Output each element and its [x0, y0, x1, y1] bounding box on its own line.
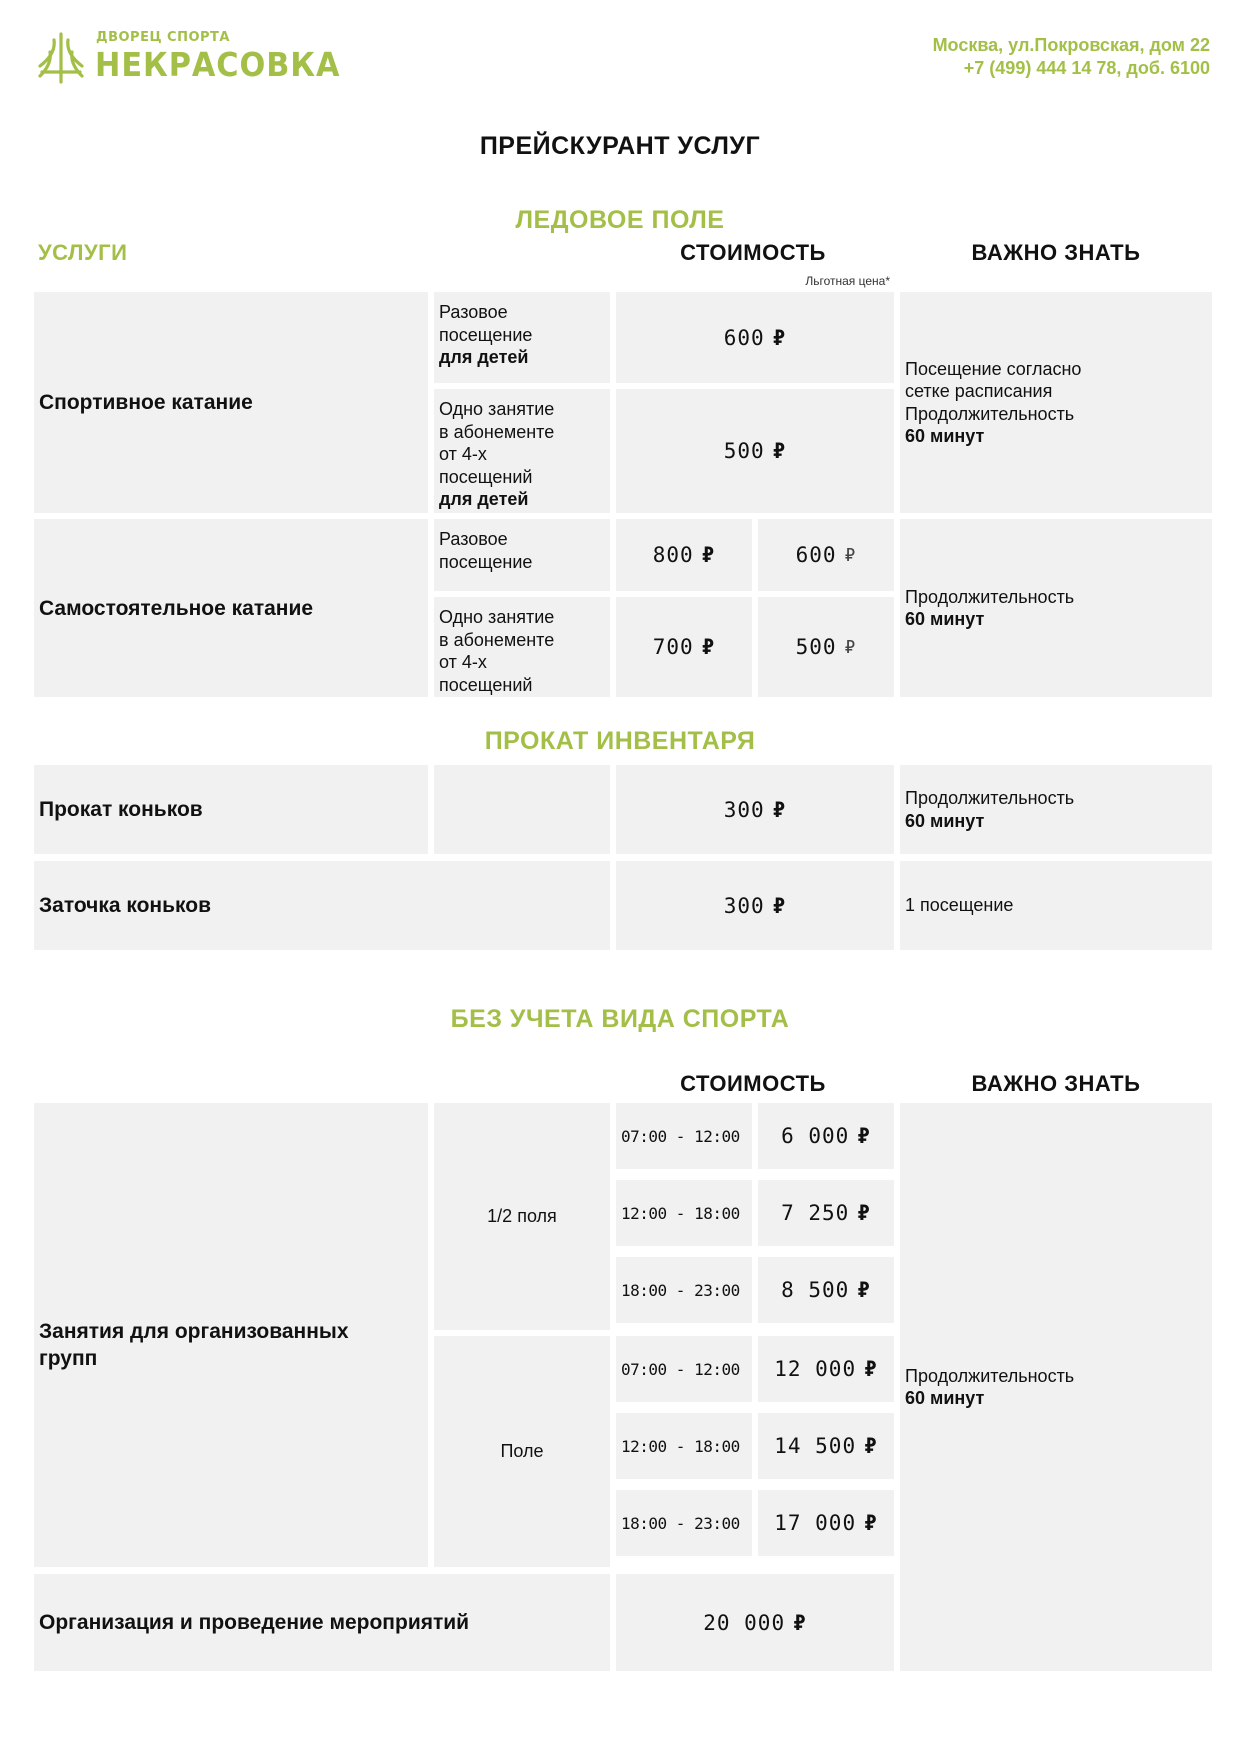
option-text: посещений: [439, 674, 533, 695]
option-text: от 4-х: [439, 652, 487, 672]
option-text: в абонементе: [439, 629, 555, 650]
option-text: Одно занятие: [439, 399, 555, 419]
empty-option-cell: [434, 765, 610, 854]
info-bold-text: 60 минут: [905, 609, 985, 629]
service-organized-groups: [34, 1103, 428, 1567]
option-text: от 4-х: [439, 444, 487, 464]
info-free-skating: [900, 519, 1212, 697]
price-events: [616, 1574, 894, 1671]
service-name-text: Занятия для организованных: [39, 1320, 349, 1343]
phone-text: +7 (499) 444 14 78, доб. 6100: [963, 58, 1210, 78]
time-slot: 07:00 - 12:00: [616, 1103, 752, 1169]
logo-emblem-icon: [38, 32, 84, 84]
option-bold-text: для детей: [439, 489, 529, 509]
service-free-skating: Самостоятельное катание: [34, 519, 428, 697]
ruble-icon: ₽: [857, 1278, 871, 1302]
ruble-icon: ₽: [864, 1434, 878, 1458]
service-skate-rental: Прокат коньков: [34, 765, 428, 854]
section-title-ice: ЛЕДОВОЕ ПОЛЕ: [515, 206, 725, 234]
option-single-visit: [434, 519, 610, 591]
option-subscription-kids: [434, 389, 610, 513]
time-slot: 12:00 - 18:00: [616, 1413, 752, 1479]
price-value: 14 500: [774, 1434, 857, 1458]
info-text: Посещение согласно: [905, 358, 1082, 379]
half-field-label: 1/2 поля: [434, 1103, 610, 1330]
price-value: 500: [795, 635, 837, 659]
time-slot-price: [758, 1257, 894, 1323]
price-free-single: [616, 519, 752, 591]
service-sport-skating: Спортивное катание: [34, 292, 428, 513]
ruble-icon: ₽: [772, 325, 787, 350]
ruble-icon: ₽: [701, 543, 716, 567]
info-text: 1 посещение: [905, 895, 1014, 916]
option-text: посещений: [439, 466, 533, 487]
column-header-price: СТОИМОСТЬ: [680, 240, 826, 265]
ruble-icon: ₽: [772, 797, 787, 822]
price-free-subscription-discount: [758, 597, 894, 697]
price-value: 6 000: [781, 1124, 850, 1148]
info-bold-text: 60 минут: [905, 426, 985, 446]
logo-subtitle: ДВОРЕЦ СПОРТА: [96, 30, 230, 45]
logo: [38, 30, 341, 88]
price-value: 7 250: [781, 1201, 850, 1225]
time-slot: 12:00 - 18:00: [616, 1180, 752, 1246]
option-text: Разовое: [439, 529, 508, 549]
price-skate-sharpening: [616, 861, 894, 950]
ruble-icon: ₽: [772, 893, 787, 918]
price-sport-single: [616, 292, 894, 383]
option-text: Одно занятие: [439, 607, 555, 627]
price-value: 300: [723, 893, 765, 918]
info-text: Продолжительность: [905, 403, 1075, 424]
info-skate-rental: [900, 765, 1212, 854]
info-text: сетке расписания: [905, 381, 1053, 401]
price-sport-subscription: [616, 389, 894, 513]
info-bold-text: 60 минут: [905, 810, 985, 831]
ruble-icon: ₽: [857, 1201, 871, 1225]
price-value: 12 000: [774, 1357, 857, 1381]
info-text: Продолжительность: [905, 788, 1075, 808]
ruble-icon: ₽: [793, 1610, 807, 1635]
time-slot: 18:00 - 23:00: [616, 1490, 752, 1556]
price-value: 17 000: [774, 1511, 857, 1535]
option-text: посещение: [439, 551, 533, 572]
column-header-price-2: СТОИМОСТЬ: [680, 1071, 826, 1096]
service-skate-sharpening: Заточка коньков: [34, 861, 610, 950]
discount-price-note: Льготная цена*: [805, 274, 890, 288]
ruble-icon: ₽: [864, 1511, 878, 1535]
option-single-visit-kids: [434, 292, 610, 383]
price-value: 700: [652, 635, 694, 659]
page-title: ПРЕЙСКУРАНТ УСЛУГ: [479, 132, 761, 160]
logo-name: НЕКРАСОВКА: [95, 45, 341, 84]
time-slot-price: [758, 1413, 894, 1479]
info-sport-skating: [900, 292, 1212, 513]
column-header-info: ВАЖНО ЗНАТЬ: [971, 240, 1141, 265]
section-title-rental: ПРОКАТ ИНВЕНТАРЯ: [484, 727, 756, 755]
column-header-services: УСЛУГИ: [38, 240, 128, 265]
price-value: 600: [723, 325, 765, 350]
section-title-any-sport: БЕЗ УЧЕТА ВИДА СПОРТА: [450, 1005, 790, 1033]
time-slot-price: [758, 1103, 894, 1169]
service-events: Организация и проведение мероприятий: [34, 1574, 610, 1671]
time-slot-price: [758, 1180, 894, 1246]
ruble-icon: ₽: [844, 544, 857, 566]
price-skate-rental: [616, 765, 894, 854]
option-text: посещение: [439, 324, 533, 345]
ruble-icon: ₽: [864, 1357, 878, 1381]
price-value: 500: [723, 439, 765, 463]
info-text: Продолжительность: [905, 586, 1075, 607]
price-value: 600: [795, 543, 837, 567]
option-bold-text: для детей: [439, 347, 529, 367]
price-free-single-discount: [758, 519, 894, 591]
time-slot-price: [758, 1490, 894, 1556]
header-address: [760, 34, 1210, 80]
option-subscription: [434, 597, 610, 697]
price-value: 8 500: [781, 1278, 850, 1302]
info-organized-groups: [900, 1103, 1212, 1671]
ruble-icon: ₽: [844, 636, 857, 658]
price-value: 800: [652, 543, 694, 567]
option-text: Разовое: [439, 302, 508, 322]
option-text: в абонементе: [439, 421, 555, 442]
column-header-info-2: ВАЖНО ЗНАТЬ: [971, 1071, 1141, 1096]
price-value: 300: [723, 797, 765, 822]
time-slot: 18:00 - 23:00: [616, 1257, 752, 1323]
service-name-text: групп: [39, 1347, 98, 1370]
info-text: Продолжительность: [905, 1365, 1075, 1386]
info-bold-text: 60 минут: [905, 1388, 985, 1408]
full-field-label: Поле: [434, 1336, 610, 1567]
ruble-icon: ₽: [857, 1124, 871, 1148]
time-slot-price: [758, 1336, 894, 1402]
time-slot: 07:00 - 12:00: [616, 1336, 752, 1402]
ruble-icon: ₽: [772, 439, 787, 463]
address-text: Москва, ул.Покровская, дом 22: [932, 35, 1210, 55]
price-value: 20 000: [703, 1610, 786, 1635]
info-skate-sharpening: [900, 861, 1212, 950]
price-free-subscription: [616, 597, 752, 697]
ruble-icon: ₽: [701, 635, 716, 659]
